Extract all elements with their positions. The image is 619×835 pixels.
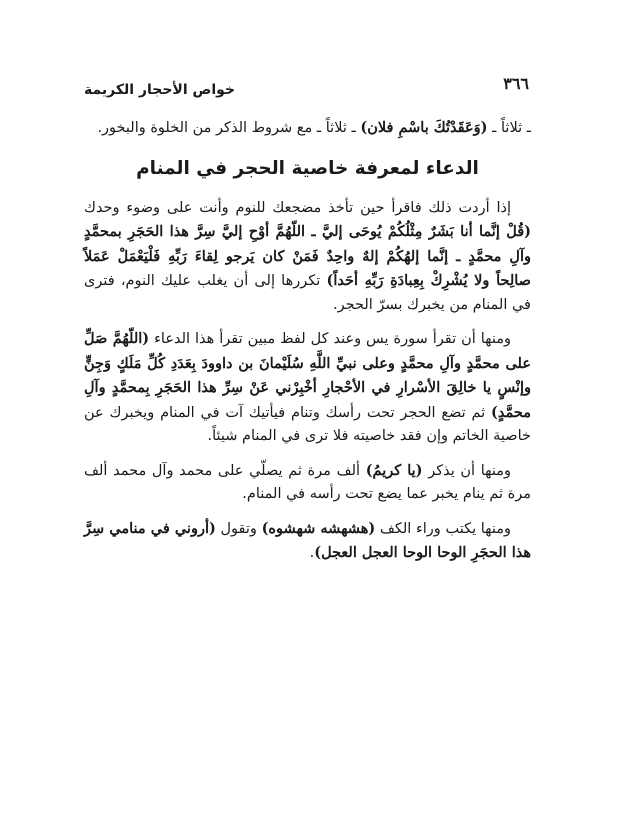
paragraph-3: ومنها أن يذكر (يا كريمُ) ألف مرة ثم يصلّي على محمد وآل محمد ألف مرة ثم ينام يخبر عما يضع تحت رأسه في المنام. [84,461,531,502]
paragraph-1: إذا أردت ذلك فاقرأ حين تأخذ مضجعك للنوم وأنت على وضوء وحدك (قُلْ إنَّما أنا بَشَرٌ مِثْلُكُمْ يُوحَى إليَّ ـ اللّهُمَّ أوْحِ إليَّ سِرَّ هذا الحَجَرِ بمحمَّدٍ وآلِ محمَّدٍ ـ إنَّما إلهُكُمْ إلهٌ واحِدٌ فَمَنْ كان يَرجو لِقاءَ رَبِّهِ فَلْيَعْمَلْ عَمَلاً صالِحاً ولا يُشْرِكْ بِعِبادَةِ رَبِّهِ أحَداً) تكررها إلى أن يغلب عليك النوم، فترى في المنام من يخبرك بسرّ الحجر. [84,199,531,313]
section-title: الدعاء لمعرفة خاصية الحجر في المنام [136,157,479,179]
paragraph-2: ومنها أن تقرأ سورة يس وعند كل لفظ مبين تقرأ هذا الدعاء (اللّهُمَّ صَلِّ على محمَّدٍ وآلِ محمَّدٍ وعلى نبيِّ اللَّهِ سُلَيْمانَ بن داوودَ بِعَدَدِ كُلِّ مَلَكٍ وَجِنٍّ وإنْسٍ يا خالِقَ الأسْرارِ في الأحْجارِ أخْبِرْني عَنْ سِرِّ هذا الحَجَرِ بِمحمَّدٍ وآلِ محمَّدٍ) ثم تضع الحجر تحت رأسك وتنام فيأتيك آت في المنام ويخبرك عن خاصية الخاتم وإن فقد خاصيته فلا ترى في المنام شيئاً. [84,330,531,444]
page-header [84,74,529,102]
body-text [84,116,531,566]
running-title: خواص الأحجار الكريمة [84,82,236,98]
paragraph-4: ومنها يكتب وراء الكف (هشهشه شهشوه) وتقول (أروني في منامي سِرَّ هذا الحجَرِ الوحا الوحا العجل العجل). [84,519,531,561]
intro-paragraph: ـ ثلاثاً ـ (وَعَقَدْتُكَ باسْمِ فلان) ـ ثلاثاً ـ مع شروط الذكر من الخلوة والبخور. [97,119,531,136]
page-number: ٣٦٦ [503,74,529,93]
